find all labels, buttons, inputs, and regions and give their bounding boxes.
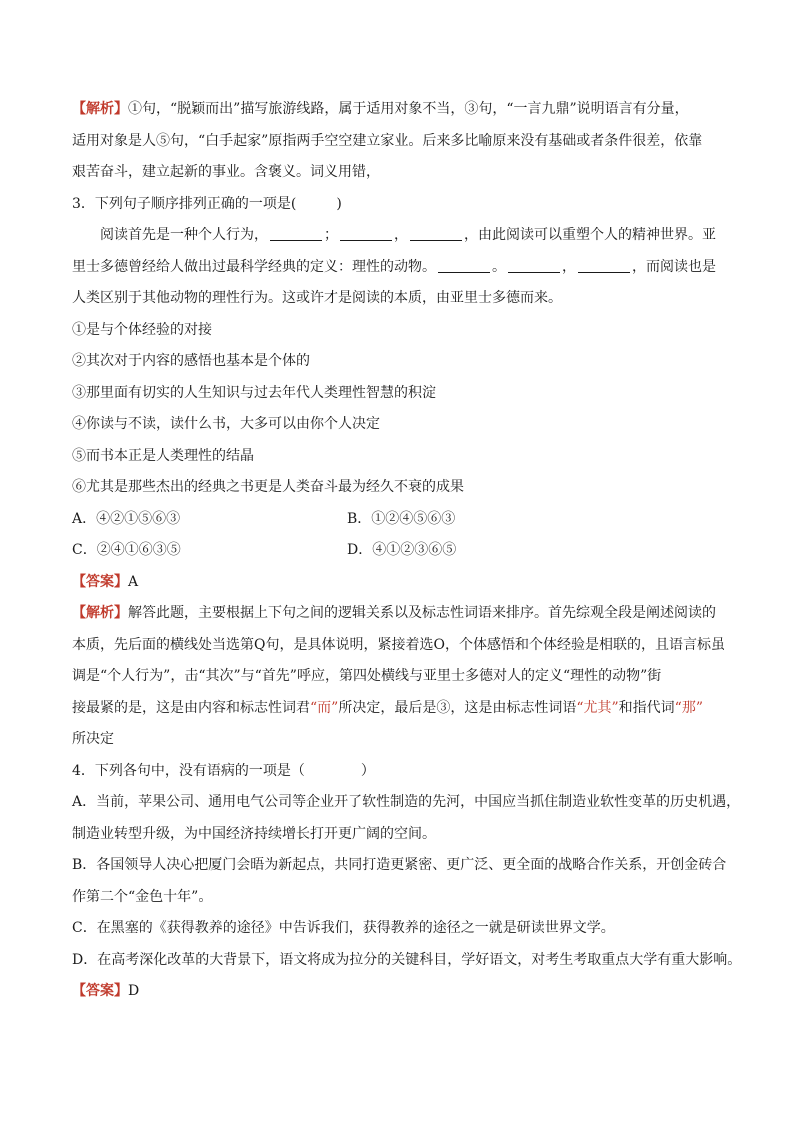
highlight-word: “尤其” — [576, 699, 619, 716]
sentence-item: ①是与个体经验的对接 — [72, 321, 212, 338]
analysis-text: 所决定 — [72, 731, 114, 747]
option-d[interactable]: D．在高考深化改革的大背景下，语文将成为拉分的关键科目，学好语文，对考生考取重点大学有重大影响。 — [72, 951, 742, 968]
fill-blank — [410, 226, 462, 241]
stem-text: ) — [336, 195, 342, 212]
answer-line — [72, 567, 724, 599]
passage-text: ，而阅读也是 — [632, 258, 716, 275]
analysis-text: 接最紧的是，这是由内容和标志性词君 — [72, 699, 310, 716]
passage-text: 。 — [492, 258, 506, 275]
option-d[interactable]: D．④①②③⑥⑤ — [347, 542, 457, 558]
fill-blank — [438, 258, 490, 273]
passage-text: 里士多德曾经给人做出过最科学经典的定义：理性的动物。 — [72, 258, 436, 275]
analysis-text: 和指代词 — [618, 699, 675, 716]
analysis-line — [72, 693, 724, 725]
passage-text: ，由此阅读可以重塑个人的精神世界。亚 — [464, 227, 716, 243]
analysis-tag: 【解析】 — [72, 101, 128, 117]
option-c[interactable]: C．②④①⑥③⑤ — [72, 542, 181, 558]
analysis-text: 本质，先后面的横线处当选第Q句，是具体说明，紧接着选O，个体感悟和个体经验是相联的，且语言标虽 — [72, 636, 725, 653]
passage-text: ， — [562, 258, 576, 275]
highlight-word: “而” — [310, 699, 339, 716]
fill-blank — [578, 258, 630, 273]
stem-text: ） — [360, 762, 375, 779]
option-b-continued: 作第二个“金色十年”。 — [72, 888, 213, 905]
sentence-item: ④你读与不读，读什么书，大多可以由你个人决定 — [72, 416, 380, 432]
passage-line — [72, 220, 724, 252]
stem-text: 3．下列句子顺序排列正确的一项是( — [72, 195, 297, 212]
analysis-text: ①句，“脱颖而出”描写旅游线路，属于适用对象不当，③句，“一言九鼎”说明语言有分量， — [128, 101, 689, 117]
option-a[interactable]: A．④②①⑤⑥③ — [72, 510, 181, 527]
answer-line — [72, 976, 724, 1008]
passage-text: ； — [324, 227, 338, 243]
analysis-line — [72, 724, 724, 756]
highlight-word: “那” — [674, 699, 703, 716]
passage-text: 阅读首先是一种个人行为， — [100, 227, 268, 243]
passage-text: ， — [394, 227, 408, 243]
question-stem — [72, 756, 724, 788]
sentence-item: ③那里面有切实的人生知识与过去年代人类理性智慧的积淀 — [72, 384, 436, 401]
answer-value: A — [128, 573, 139, 590]
passage-text: 人类区别于其他动物的理性行为。这或许才是阅读的本质，由亚里士多德而来。 — [72, 290, 562, 306]
option-a[interactable]: A．当前，苹果公司、通用电气公司等企业开了软性制造的先河，中国应当抓住制造业软性变革的历史机遇， — [72, 794, 741, 810]
analysis-text: 适用对象是人⑤句，“白手起家”原指两手空空建立家业。后来多比喻原来没有基础或者条件很差，依靠 — [72, 132, 703, 149]
question-stem — [72, 189, 724, 221]
option-c[interactable]: C．在黑塞的《获得教养的途径》中告诉我们，获得教养的途径之一就是研读世界文学。 — [72, 920, 615, 936]
answer-tag: 【答案】 — [72, 983, 128, 999]
analysis-text: 解答此题，主要根据上下句之间的逻辑关系以及标志性词语来排序。首先综观全段是阐述阅读的 — [128, 605, 716, 621]
options-row — [72, 535, 724, 567]
answer-value: D — [128, 983, 140, 999]
analysis-tag: 【解析】 — [72, 605, 128, 621]
analysis-line — [72, 630, 724, 662]
option-b[interactable]: B．①②④⑤⑥③ — [347, 510, 456, 527]
answer-tag: 【答案】 — [72, 573, 128, 590]
stem-text: 4．下列各句中，没有语病的一项是（ — [72, 762, 305, 779]
option-a-continued: 制造业转型升级，为中国经济持续增长打开更广阔的空间。 — [72, 825, 436, 842]
fill-blank — [340, 226, 392, 241]
document-page — [72, 94, 742, 1008]
analysis-text: 调是“个人行为”，击“其次”与“首先”呼应，第四处横线与亚里士多德对人的定义“理性的动物”街 — [72, 668, 662, 684]
analysis-line — [72, 661, 724, 693]
analysis-text: 所决定，最后是③，这是由标志性词语 — [338, 699, 577, 716]
analysis-line — [72, 598, 724, 630]
passage-line — [72, 283, 724, 315]
sentence-item: ②其次对于内容的感悟也基本是个体的 — [72, 353, 310, 369]
sentence-item: ⑥尤其是那些杰出的经典之书更是人类奋斗最为经久不衰的成果 — [72, 479, 464, 495]
analysis-line — [72, 126, 724, 158]
option-b[interactable]: B．各国领导人决心把厦门会晤为新起点，共同打造更紧密、更广泛、更全面的战略合作关系，开创金砖合 — [72, 857, 727, 873]
fill-blank — [270, 226, 322, 241]
analysis-text: 艰苦奋斗，建立起新的事业。含褒义。词义用错， — [72, 164, 380, 180]
fill-blank — [508, 258, 560, 273]
options-row — [72, 504, 724, 536]
analysis-line — [72, 157, 724, 189]
analysis-line — [72, 94, 724, 126]
passage-line — [72, 252, 724, 284]
sentence-item: ⑤而书本正是人类理性的结晶 — [72, 447, 254, 464]
